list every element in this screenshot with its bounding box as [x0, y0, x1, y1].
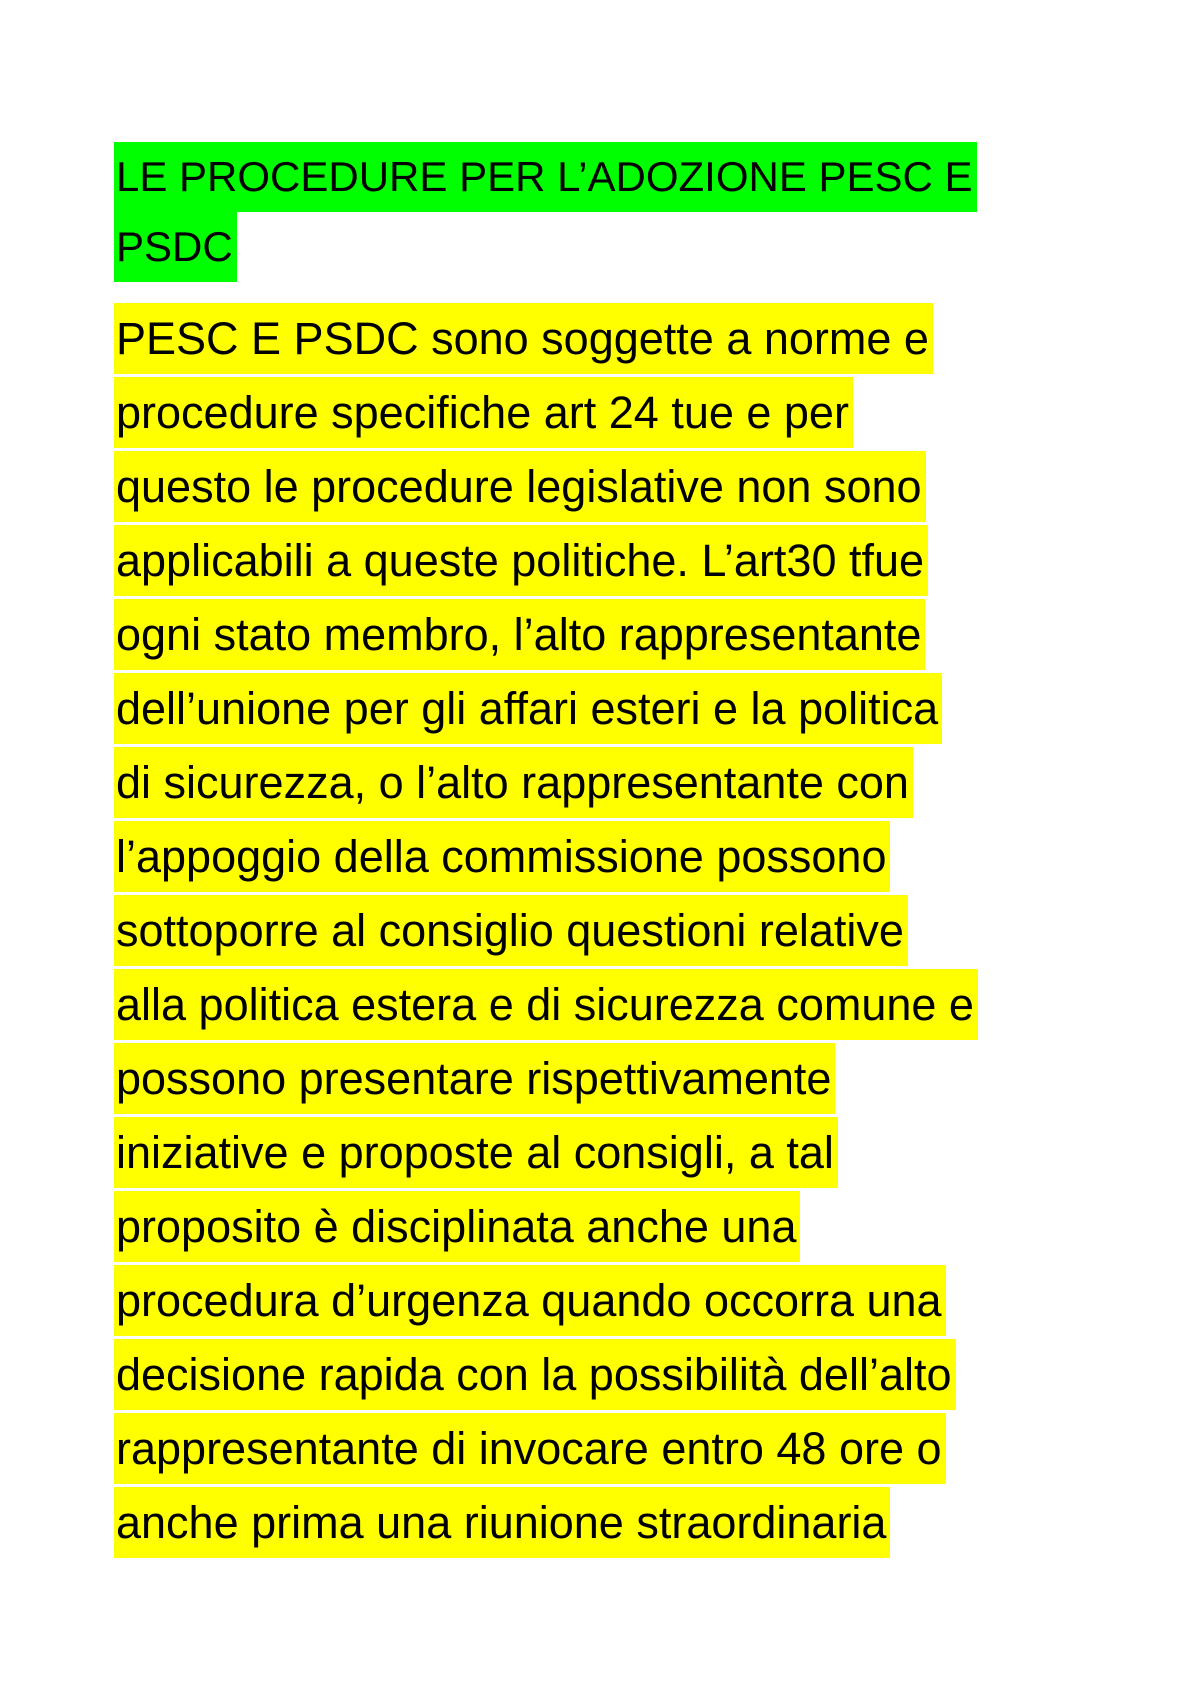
body-line-text: decisione rapida con la possibilità dell’alto — [114, 1339, 956, 1410]
body-line-text: l’appoggio della commissione possono — [114, 821, 890, 892]
body-line — [114, 598, 1114, 672]
body-line — [114, 968, 1114, 1042]
body-line-text: applicabili a queste politiche. L’art30 tfue — [114, 525, 928, 596]
body-line — [114, 894, 1114, 968]
body-line — [114, 1042, 1114, 1116]
body-line-text: proposito è disciplinata anche una — [114, 1191, 800, 1262]
body-line-text: alla politica estera e di sicurezza comune e — [114, 969, 978, 1040]
body-line — [114, 524, 1114, 598]
body-line — [114, 1338, 1114, 1412]
title-line-text: LE PROCEDURE PER L’ADOZIONE PESC E — [114, 142, 977, 212]
document-title — [114, 142, 1114, 282]
body-line — [114, 1264, 1114, 1338]
body-line — [114, 820, 1114, 894]
body-line-text: PESC E PSDC sono soggette a norme e — [114, 303, 933, 374]
body-line — [114, 1116, 1114, 1190]
body-line — [114, 672, 1114, 746]
document-body — [114, 302, 1114, 1560]
body-line-text: possono presentare rispettivamente — [114, 1043, 835, 1114]
body-line-text: procedure specifiche art 24 tue e per — [114, 377, 853, 448]
body-line-text: dell’unione per gli affari esteri e la politica — [114, 673, 942, 744]
body-line-text: rappresentante di invocare entro 48 ore o — [114, 1413, 946, 1484]
body-line — [114, 450, 1114, 524]
title-line-text: PSDC — [114, 212, 237, 282]
body-line — [114, 376, 1114, 450]
body-line-text: ogni stato membro, l’alto rappresentante — [114, 599, 925, 670]
body-line-text: iniziative e proposte al consigli, a tal — [114, 1117, 838, 1188]
body-line — [114, 1412, 1114, 1486]
body-line-text: procedura d’urgenza quando occorra una — [114, 1265, 946, 1336]
document-content — [114, 142, 1114, 1560]
body-line-text: anche prima una riunione straordinaria — [114, 1487, 890, 1558]
body-line-text: di sicurezza, o l’alto rappresentante con — [114, 747, 913, 818]
body-line-text: sottoporre al consiglio questioni relative — [114, 895, 908, 966]
body-line — [114, 302, 1114, 376]
body-line — [114, 1190, 1114, 1264]
title-line — [114, 142, 1114, 212]
title-line — [114, 212, 1114, 282]
body-line — [114, 1486, 1114, 1560]
body-line-text: questo le procedure legislative non sono — [114, 451, 926, 522]
body-line — [114, 746, 1114, 820]
